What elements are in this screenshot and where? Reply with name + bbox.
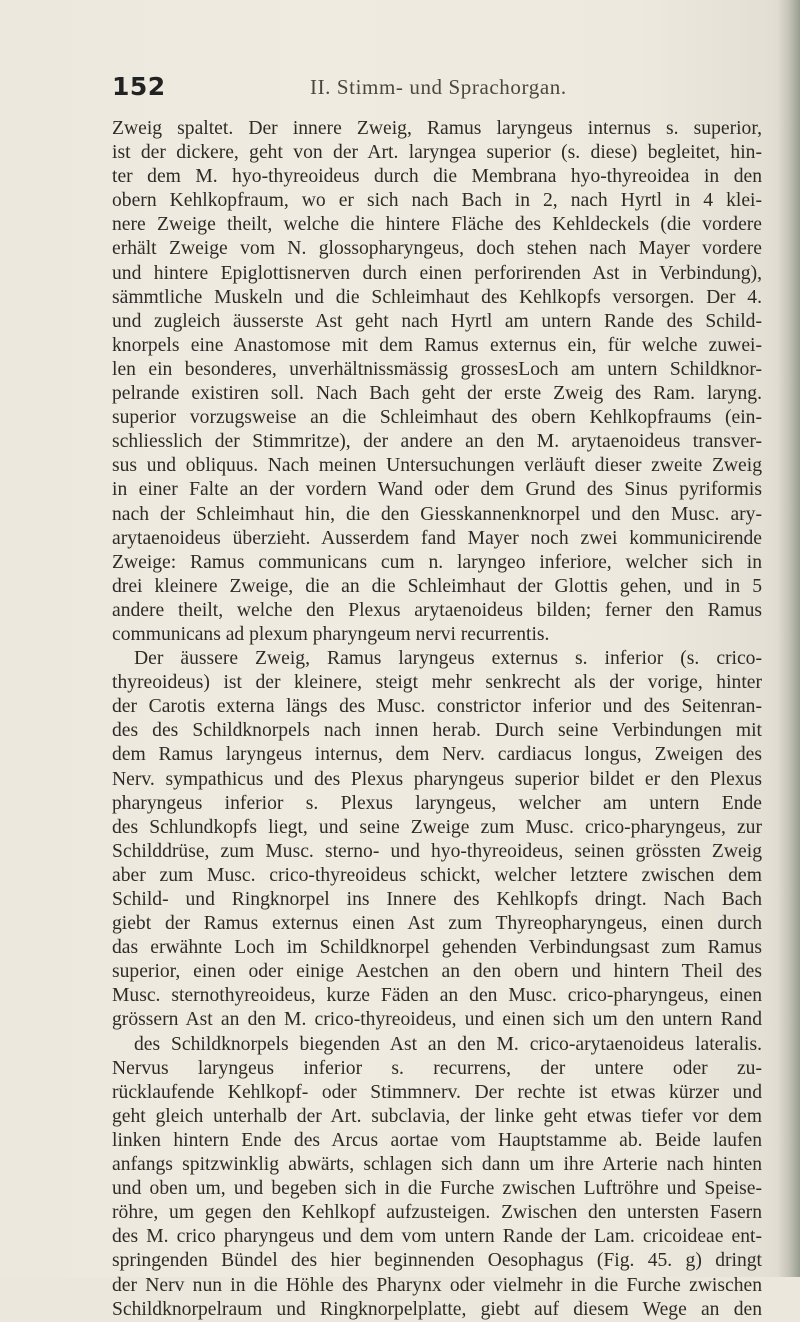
text-line: Schild- und Ringknorpel ins Innere des Kehlkopfs dringt. Nach Bach: [112, 889, 762, 910]
text-line: anfangs spitzwinklig abwärts, schlagen sich dann um ihre Arterie nach hinten: [112, 1154, 762, 1176]
text-line: des M. crico pharyngeus und dem vom untern Rande der Lam. cricoideae ent-: [112, 1226, 762, 1248]
text-line: springenden Bündel des hier beginnenden Oesophagus (Fig. 45. g) dringt: [112, 1250, 762, 1272]
text-line: linken hintern Ende des Arcus aortae vom Hauptstamme ab. Beide laufen: [112, 1129, 762, 1151]
text-line: und zugleich äusserste Ast geht nach Hyrtl am untern Rande des Schild-: [112, 310, 762, 332]
text-line: ter dem M. hyo-thyreoideus durch die Membrana hyo-thyreoidea in den: [112, 166, 762, 188]
text-line: thyreoideus) ist der kleinere, steigt mehr senkrecht als der vorige, hinter: [112, 672, 762, 694]
text-line: und oben um, und begeben sich in die Furche zwischen Luftröhre und Speise-: [112, 1178, 762, 1200]
text-line: röhre, um gegen den Kehlkopf aufzusteigen. Zwischen den untersten Fasern: [112, 1202, 762, 1224]
text-line: obern Kehlkopfraum, wo er sich nach Bach in 2, nach Hyrtl in 4 klei-: [112, 190, 762, 212]
text-line: Zweige: Ramus communicans cum n. laryngeo inferiore, welcher sich in: [112, 551, 762, 573]
text-line: des Schlundkopfs liegt, und seine Zweige zum Musc. crico-pharyngeus, zur: [112, 816, 762, 838]
text-line: Nerv. sympathicus und des Plexus pharyngeus superior bildet er den Plexus: [112, 768, 762, 790]
text-line: superior, einen oder einige Aestchen an den obern und hintern Theil des: [112, 961, 762, 983]
text-line: giebt der Ramus externus einen Ast zum Thyreopharyngeus, einen durch: [112, 913, 762, 935]
page-number: 152: [112, 72, 166, 101]
text-line: geht gleich unterhalb der Art. subclavia, der linke geht etwas tiefer vor dem: [112, 1105, 762, 1127]
text-line: Musc. sternothyreoideus, kurze Fäden an den Musc. crico-pharyngeus, einen: [112, 985, 762, 1007]
text-line: ist der dickere, geht von der Art. laryngea superior (s. diese) begleitet, hin-: [112, 142, 762, 164]
text-line: erhält Zweige vom N. glossopharyngeus, doch stehen nach Mayer vordere: [112, 238, 762, 260]
text-line: rücklaufende Kehlkopf- oder Stimmnerv. Der rechte ist etwas kürzer und: [112, 1081, 762, 1103]
text-line: der Carotis externa längs des Musc. constrictor inferior und des Seitenran-: [112, 696, 762, 718]
text-line: der Nerv nun in die Höhle des Pharynx oder vielmehr in die Furche zwischen: [112, 1274, 762, 1296]
text-line: dem Ramus laryngeus internus, dem Nerv. cardiacus longus, Zweigen des: [112, 744, 762, 766]
text-line: des des Schildknorpels nach innen herab. Durch seine Verbindungen mit: [112, 720, 762, 742]
text-line: Schildknorpelraum und Ringknorpelplatte, giebt auf diesem Wege an den: [112, 1298, 762, 1320]
text-line: in einer Falte an der vordern Wand oder dem Grund des Sinus pyriformis: [112, 479, 762, 501]
text-line: des Schildknorpels biegenden Ast an den M. crico-arytaenoideus lateralis.: [134, 1033, 762, 1055]
text-line: grössern Ast an den M. crico-thyreoideus, und einen sich um den untern Rand: [112, 1009, 762, 1031]
page-edge-shadow: [778, 0, 800, 1277]
text-line: knorpels eine Anastomose mit dem Ramus externus ein, für welche zuwei-: [112, 334, 762, 356]
text-line: sus und obliquus. Nach meinen Untersuchungen verläuft dieser zweite Zweig: [112, 455, 762, 477]
text-line: Zweig spaltet. Der innere Zweig, Ramus laryngeus internus s. superior,: [112, 118, 762, 139]
running-head: II. Stimm- und Sprachorgan.: [310, 75, 567, 99]
page-header: [112, 72, 672, 112]
text-line: communicans ad plexum pharyngeum nervi recurrentis.: [112, 623, 550, 645]
text-line: pharyngeus inferior s. Plexus laryngeus, welcher am untern Ende: [112, 792, 762, 814]
text-line: arytaenoideus überzieht. Ausserdem fand Mayer noch zwei kommunicirende: [112, 527, 762, 549]
text-line: drei kleinere Zweige, die an die Schleimhaut der Glottis gehen, und in 5: [112, 575, 762, 597]
text-line: superior vorzugsweise an die Schleimhaut des obern Kehlkopfraums (ein-: [112, 407, 762, 429]
body-text: [112, 117, 762, 1322]
text-line: sämmtliche Muskeln und die Schleimhaut des Kehlkopfs versorgen. Der 4.: [112, 286, 762, 308]
text-line: Schilddrüse, zum Musc. sterno- und hyo-thyreoideus, seinen grössten Zweig: [112, 840, 762, 862]
text-line: und hintere Epiglottisnerven durch einen perforirenden Ast in Verbindung),: [112, 262, 762, 284]
text-line: len ein besonderes, unverhältnissmässig grossesLoch am untern Schildknor-: [112, 358, 762, 380]
text-line: nach der Schleimhaut hin, die den Giesskannenknorpel und den Musc. ary-: [112, 503, 762, 525]
text-line: nere Zweige theilt, welche die hintere Fläche des Kehldeckels (die vordere: [112, 214, 762, 236]
text-line: aber zum Musc. crico-thyreoideus schickt, welcher letztere zwischen dem: [112, 864, 762, 886]
text-line: andere theilt, welche den Plexus arytaenoideus bilden; ferner den Ramus: [112, 599, 762, 621]
text-line: schliesslich der Stimmritze), der andere an den M. arytaenoideus transver-: [112, 431, 762, 453]
text-line: Nervus laryngeus inferior s. recurrens, der untere oder zu-: [112, 1057, 762, 1079]
text-line: pelrande existiren soll. Nach Bach geht der erste Zweig des Ram. laryng.: [112, 383, 762, 405]
text-line: das erwähnte Loch im Schildknorpel gehenden Verbindungsast zum Ramus: [112, 937, 762, 959]
text-line: Der äussere Zweig, Ramus laryngeus externus s. inferior (s. crico-: [134, 648, 762, 670]
